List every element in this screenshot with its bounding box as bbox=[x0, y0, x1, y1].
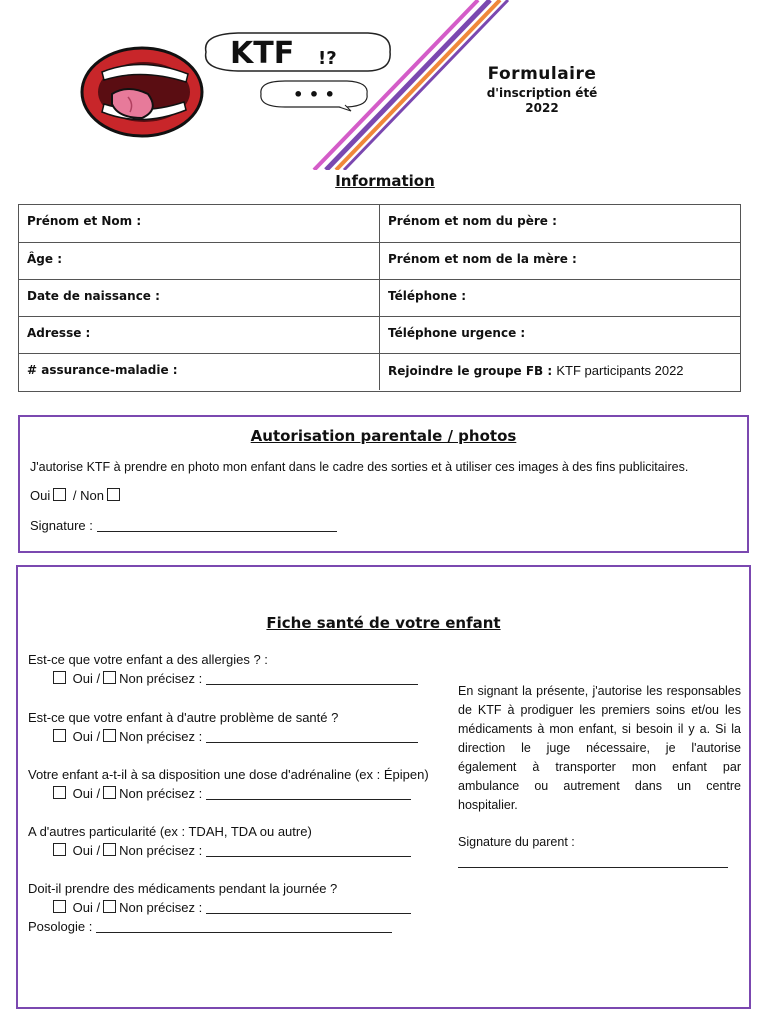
epipen-details-line[interactable] bbox=[206, 789, 411, 800]
full-name-field[interactable]: Prénom et Nom : bbox=[19, 205, 380, 242]
medication-details-line[interactable] bbox=[206, 903, 411, 914]
info-row bbox=[19, 353, 740, 390]
photo-non-checkbox[interactable] bbox=[107, 488, 120, 501]
health-answer-row bbox=[50, 843, 411, 858]
emergency-phone-field[interactable] bbox=[380, 317, 740, 353]
health-question: Est-ce que votre enfant à d'autre problème de santé ? bbox=[28, 710, 339, 725]
allergy-oui-checkbox[interactable] bbox=[53, 671, 66, 684]
other-problem-oui-checkbox[interactable] bbox=[53, 729, 66, 742]
other-problem-details-line[interactable] bbox=[206, 732, 418, 743]
field-label: Prénom et nom du père : bbox=[388, 214, 557, 228]
information-table bbox=[18, 204, 741, 392]
logo-punct: !? bbox=[318, 48, 337, 69]
health-insurance-field[interactable]: # assurance-maladie : bbox=[19, 354, 380, 390]
other-problem-non-checkbox[interactable] bbox=[103, 729, 116, 742]
info-row bbox=[19, 205, 740, 242]
allergy-non-checkbox[interactable] bbox=[103, 671, 116, 684]
non-label: Non précisez : bbox=[119, 786, 203, 801]
field-label: Rejoindre le groupe FB : bbox=[388, 364, 553, 378]
health-question: Est-ce que votre enfant a des allergies ? : bbox=[28, 652, 268, 667]
non-label: / Non bbox=[72, 488, 104, 503]
mouth-logo-icon bbox=[78, 42, 206, 140]
info-row bbox=[19, 316, 740, 353]
medication-non-checkbox[interactable] bbox=[103, 900, 116, 913]
oui-label: Oui / bbox=[72, 900, 101, 915]
photo-authorization-section bbox=[18, 415, 749, 553]
consent-paragraph: En signant la présente, j'autorise les responsables de KTF à prodiguer les premiers soins et/ou les médicaments à mon enfant, si besoin il y a. Si la direction le juge nécessaire, je l'autorise également à transporter mon enfant par ambulance ou autrement dans un centre hospitalier. bbox=[458, 684, 741, 812]
parent-signature-label: Signature du parent : bbox=[458, 835, 575, 849]
logo-text: KTF bbox=[230, 36, 295, 71]
form-year: 2022 bbox=[525, 101, 559, 115]
oui-label: Oui / bbox=[72, 786, 101, 801]
info-row bbox=[19, 242, 740, 279]
field-label: Téléphone urgence : bbox=[388, 326, 526, 340]
age-field[interactable]: Âge : bbox=[19, 243, 380, 279]
phone-field[interactable] bbox=[380, 280, 740, 316]
oui-label: Oui / bbox=[72, 729, 101, 744]
photo-consent-choice bbox=[30, 488, 123, 503]
non-label: Non précisez : bbox=[119, 900, 203, 915]
decorative-stripes bbox=[300, 0, 510, 170]
photo-signature-line[interactable] bbox=[97, 519, 337, 532]
oui-label: Oui bbox=[30, 488, 51, 503]
epipen-oui-checkbox[interactable] bbox=[53, 786, 66, 799]
address-field[interactable]: Adresse : bbox=[19, 317, 380, 353]
photo-authorization-statement: J'autorise KTF à prendre en photo mon enfant dans le cadre des sorties et à utiliser ces images à des fins publicitaires. bbox=[30, 460, 689, 474]
health-answer-row bbox=[50, 900, 411, 915]
field-label: Prénom et nom de la mère : bbox=[388, 252, 577, 266]
posology-row bbox=[28, 919, 392, 934]
information-heading: Information bbox=[335, 172, 435, 190]
signature-label: Signature : bbox=[30, 518, 93, 533]
field-label: Téléphone : bbox=[388, 289, 467, 303]
non-label: Non précisez : bbox=[119, 843, 203, 858]
health-answer-row bbox=[50, 786, 411, 801]
info-row bbox=[19, 279, 740, 316]
epipen-non-checkbox[interactable] bbox=[103, 786, 116, 799]
health-answer-row bbox=[50, 729, 418, 744]
health-answer-row bbox=[50, 671, 418, 686]
form-title: Formulaire bbox=[487, 64, 597, 84]
health-question: Votre enfant a-t-il à sa disposition une dose d'adrénaline (ex : Épipen) bbox=[28, 767, 429, 782]
allergy-details-line[interactable] bbox=[206, 674, 418, 685]
posology-label: Posologie : bbox=[28, 919, 93, 934]
health-section bbox=[16, 565, 751, 1009]
posology-line[interactable] bbox=[96, 922, 392, 933]
health-heading: Fiche santé de votre enfant bbox=[266, 614, 501, 632]
parent-signature-line[interactable] bbox=[458, 867, 728, 868]
non-label: Non précisez : bbox=[119, 729, 203, 744]
ellipsis-text: • • • bbox=[293, 85, 335, 104]
non-label: Non précisez : bbox=[119, 671, 203, 686]
birth-date-field[interactable]: Date de naissance : bbox=[19, 280, 380, 316]
medication-oui-checkbox[interactable] bbox=[53, 900, 66, 913]
oui-label: Oui / bbox=[72, 843, 101, 858]
photo-authorization-heading: Autorisation parentale / photos bbox=[250, 427, 517, 445]
health-question: A d'autres particularité (ex : TDAH, TDA ou autre) bbox=[28, 824, 312, 839]
form-subtitle: d'inscription été bbox=[486, 86, 598, 100]
mother-name-field[interactable] bbox=[380, 243, 740, 279]
facebook-group-field[interactable] bbox=[380, 354, 740, 390]
particularity-oui-checkbox[interactable] bbox=[53, 843, 66, 856]
particularity-details-line[interactable] bbox=[206, 846, 411, 857]
photo-signature-row bbox=[30, 518, 337, 533]
facebook-group-value: KTF participants 2022 bbox=[556, 363, 684, 378]
father-name-field[interactable] bbox=[380, 205, 740, 242]
health-question: Doit-il prendre des médicaments pendant la journée ? bbox=[28, 881, 338, 896]
oui-label: Oui / bbox=[72, 671, 101, 686]
photo-oui-checkbox[interactable] bbox=[53, 488, 66, 501]
particularity-non-checkbox[interactable] bbox=[103, 843, 116, 856]
